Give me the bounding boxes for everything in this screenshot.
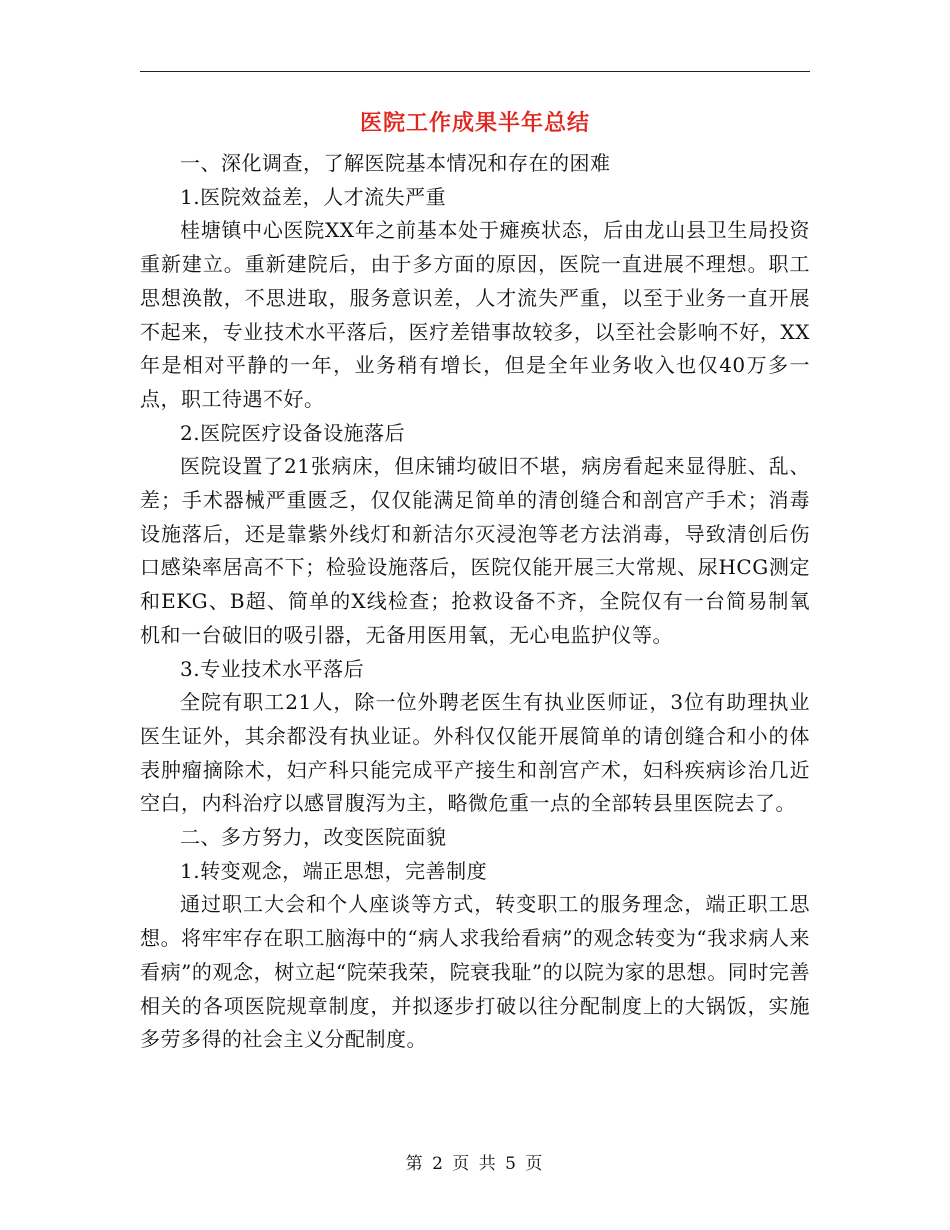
subsection-heading-1-3: 3.专业技术水平落后 (180, 656, 365, 681)
paragraph-4: 通过职工大会和个人座谈等方式，转变职工的服务理念，端正职工思想。将牢牢存在职工脑海中的“病人求我给看病”的观念转变为“我求病人来看病”的观念，树立起“院荣我荣，院衰我耻”的以院为家的思想。同时完善相关的各项医院规章制度，并拟逐步打破以往分配制度上的大锅饭，实施多劳多得的社会主义分配制度。 (140, 892, 810, 1052)
page-number-footer: 第 2 页 共 5 页 (405, 1154, 545, 1174)
section-heading-1: 一、深化调查，了解医院基本情况和存在的困难 (180, 151, 611, 175)
subsection-heading-1-1: 1.医院效益差，人才流失严重 (180, 184, 447, 209)
document-title: 医院工作成果半年总结 (359, 110, 590, 136)
section-heading-2: 二、多方努力，改变医院面貌 (180, 825, 447, 850)
header-rule (140, 71, 810, 72)
paragraph-3: 全院有职工21人，除一位外聘老医生有执业医师证，3位有助理执业医生证外，其余都没有执业证。外科仅仅能开展简单的请创缝合和小的体表肿瘤摘除术，妇产科只能完成平产接生和剖宫产术，妇科疾病诊治几近空白，内科治疗以感冒腹泻为主，略微危重一点的全部转县里医院去了。 (140, 690, 810, 816)
paragraph-1: 桂塘镇中心医院XX年之前基本处于瘫痪状态，后由龙山县卫生局投资重新建立。重新建院后，由于多方面的原因，医院一直进展不理想。职工思想涣散，不思进取，服务意识差，人才流失严重，以至于业务一直开展不起来，专业技术水平落后，医疗差错事故较多，以至社会影响不好，XX年是相对平静的一年，业务稍有增长，但是全年业务收入也仅40万多一点，职工待遇不好。 (140, 218, 810, 411)
document-body (140, 104, 810, 1057)
subsection-heading-1-2: 2.医院医疗设备设施落后 (180, 420, 406, 445)
subsection-heading-2-1: 1.转变观念，端正思想，完善制度 (180, 858, 488, 883)
paragraph-2: 医院设置了21张病床，但床铺均破旧不堪，病房看起来显得脏、乱、差；手术器械严重匮乏，仅仅能满足简单的清创缝合和剖宫产手术；消毒设施落后，还是靠紫外线灯和新洁尔灭浸泡等老方法消毒，导致清创后伤口感染率居高不下；检验设施落后，医院仅能开展三大常规、尿HCG测定和EKG、B超、简单的X线检查；抢救设备不齐，全院仅有一台简易制氧机和一台破旧的吸引器，无备用医用氧，无心电监护仪等。 (140, 454, 810, 647)
